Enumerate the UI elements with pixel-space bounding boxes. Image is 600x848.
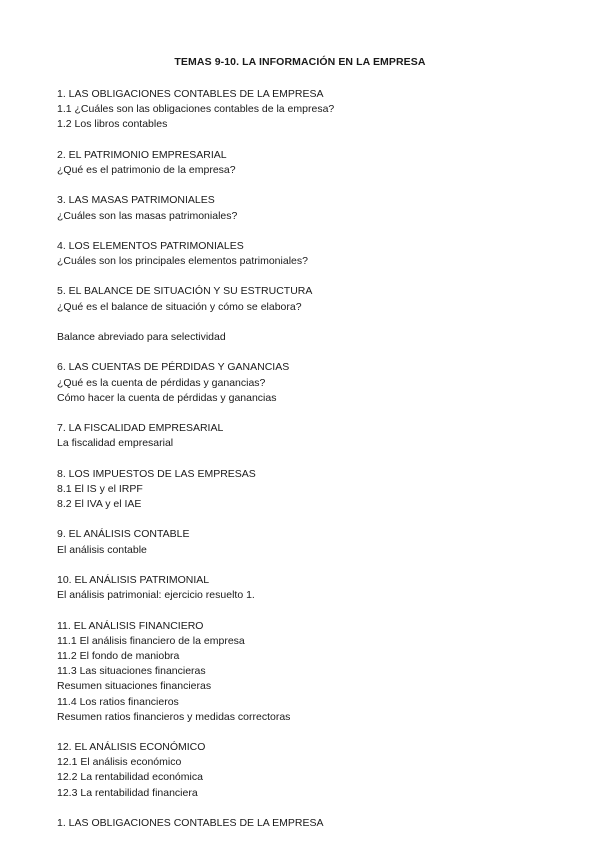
toc-section bbox=[57, 816, 557, 831]
section-item: 12.2 La rentabilidad económica bbox=[57, 771, 203, 784]
section-heading: 10. EL ANÁLISIS PATRIMONIAL bbox=[57, 574, 210, 586]
section-item: ¿Qué es el patrimonio de la empresa? bbox=[57, 163, 236, 176]
section-item: La fiscalidad empresarial bbox=[57, 437, 174, 450]
document-title: TEMAS 9-10. LA INFORMACIÓN EN LA EMPRESA bbox=[174, 56, 426, 68]
section-item: ¿Qué es la cuenta de pérdidas y ganancias? bbox=[57, 376, 266, 389]
section-heading: 1. LAS OBLIGACIONES CONTABLES DE LA EMPRESA bbox=[57, 817, 324, 829]
section-item: 12.1 El análisis económico bbox=[57, 756, 182, 769]
toc-section bbox=[57, 740, 557, 801]
section-item: ¿Cuáles son las masas patrimoniales? bbox=[57, 209, 238, 222]
section-heading: Balance abreviado para selectividad bbox=[57, 331, 226, 343]
section-item: 1.1 ¿Cuáles son las obligaciones contables de la empresa? bbox=[57, 103, 335, 116]
section-heading: 9. EL ANÁLISIS CONTABLE bbox=[57, 528, 190, 541]
document-body bbox=[57, 87, 557, 846]
section-item: 8.2 El IVA y el IAE bbox=[57, 498, 142, 511]
section-heading: 7. LA FISCALIDAD EMPRESARIAL bbox=[57, 422, 224, 435]
section-heading: 2. EL PATRIMONIO EMPRESARIAL bbox=[57, 148, 227, 161]
section-item: 11.1 El análisis financiero de la empresa bbox=[57, 634, 245, 647]
section-item: Resumen ratios financieros y medidas correctoras bbox=[57, 710, 291, 723]
section-item: Cómo hacer la cuenta de pérdidas y ganancias bbox=[57, 391, 277, 404]
section-heading: 1. LAS OBLIGACIONES CONTABLES DE LA EMPRESA bbox=[57, 88, 324, 100]
section-item: 11.4 Los ratios financieros bbox=[57, 695, 179, 708]
section-item: El análisis contable bbox=[57, 543, 147, 556]
section-item: 11.2 El fondo de maniobra bbox=[57, 649, 180, 662]
toc-section bbox=[57, 421, 557, 451]
toc-section bbox=[57, 619, 557, 725]
section-item: ¿Qué es el balance de situación y cómo se elabora? bbox=[57, 300, 302, 313]
toc-section bbox=[57, 239, 557, 269]
toc-section bbox=[57, 467, 557, 513]
toc-section bbox=[57, 148, 557, 178]
section-heading: 5. EL BALANCE DE SITUACIÓN Y SU ESTRUCTURA bbox=[57, 285, 313, 298]
toc-section bbox=[57, 573, 557, 603]
toc-section bbox=[57, 87, 557, 133]
section-item: 11.3 Las situaciones financieras bbox=[57, 665, 206, 678]
section-item: El análisis patrimonial: ejercicio resuelto 1. bbox=[57, 589, 255, 602]
toc-section bbox=[57, 527, 557, 557]
section-heading: 12. EL ANÁLISIS ECONÓMICO bbox=[57, 741, 206, 754]
section-heading: 11. EL ANÁLISIS FINANCIERO bbox=[57, 619, 204, 632]
toc-section bbox=[57, 284, 557, 314]
section-heading: 6. LAS CUENTAS DE PÉRDIDAS Y GANANCIAS bbox=[57, 361, 290, 374]
section-heading: 3. LAS MASAS PATRIMONIALES bbox=[57, 194, 215, 207]
toc-section bbox=[57, 330, 557, 345]
section-heading: 8. LOS IMPUESTOS DE LAS EMPRESAS bbox=[57, 467, 256, 480]
section-item: ¿Cuáles son los principales elementos patrimoniales? bbox=[57, 255, 308, 268]
toc-section bbox=[57, 193, 557, 223]
section-heading: 4. LOS ELEMENTOS PATRIMONIALES bbox=[57, 239, 244, 252]
section-item: 12.3 La rentabilidad financiera bbox=[57, 786, 198, 799]
section-item: Resumen situaciones financieras bbox=[57, 680, 212, 693]
toc-section bbox=[57, 360, 557, 406]
section-item: 1.2 Los libros contables bbox=[57, 118, 168, 131]
section-item: 8.1 El IS y el IRPF bbox=[57, 482, 143, 495]
